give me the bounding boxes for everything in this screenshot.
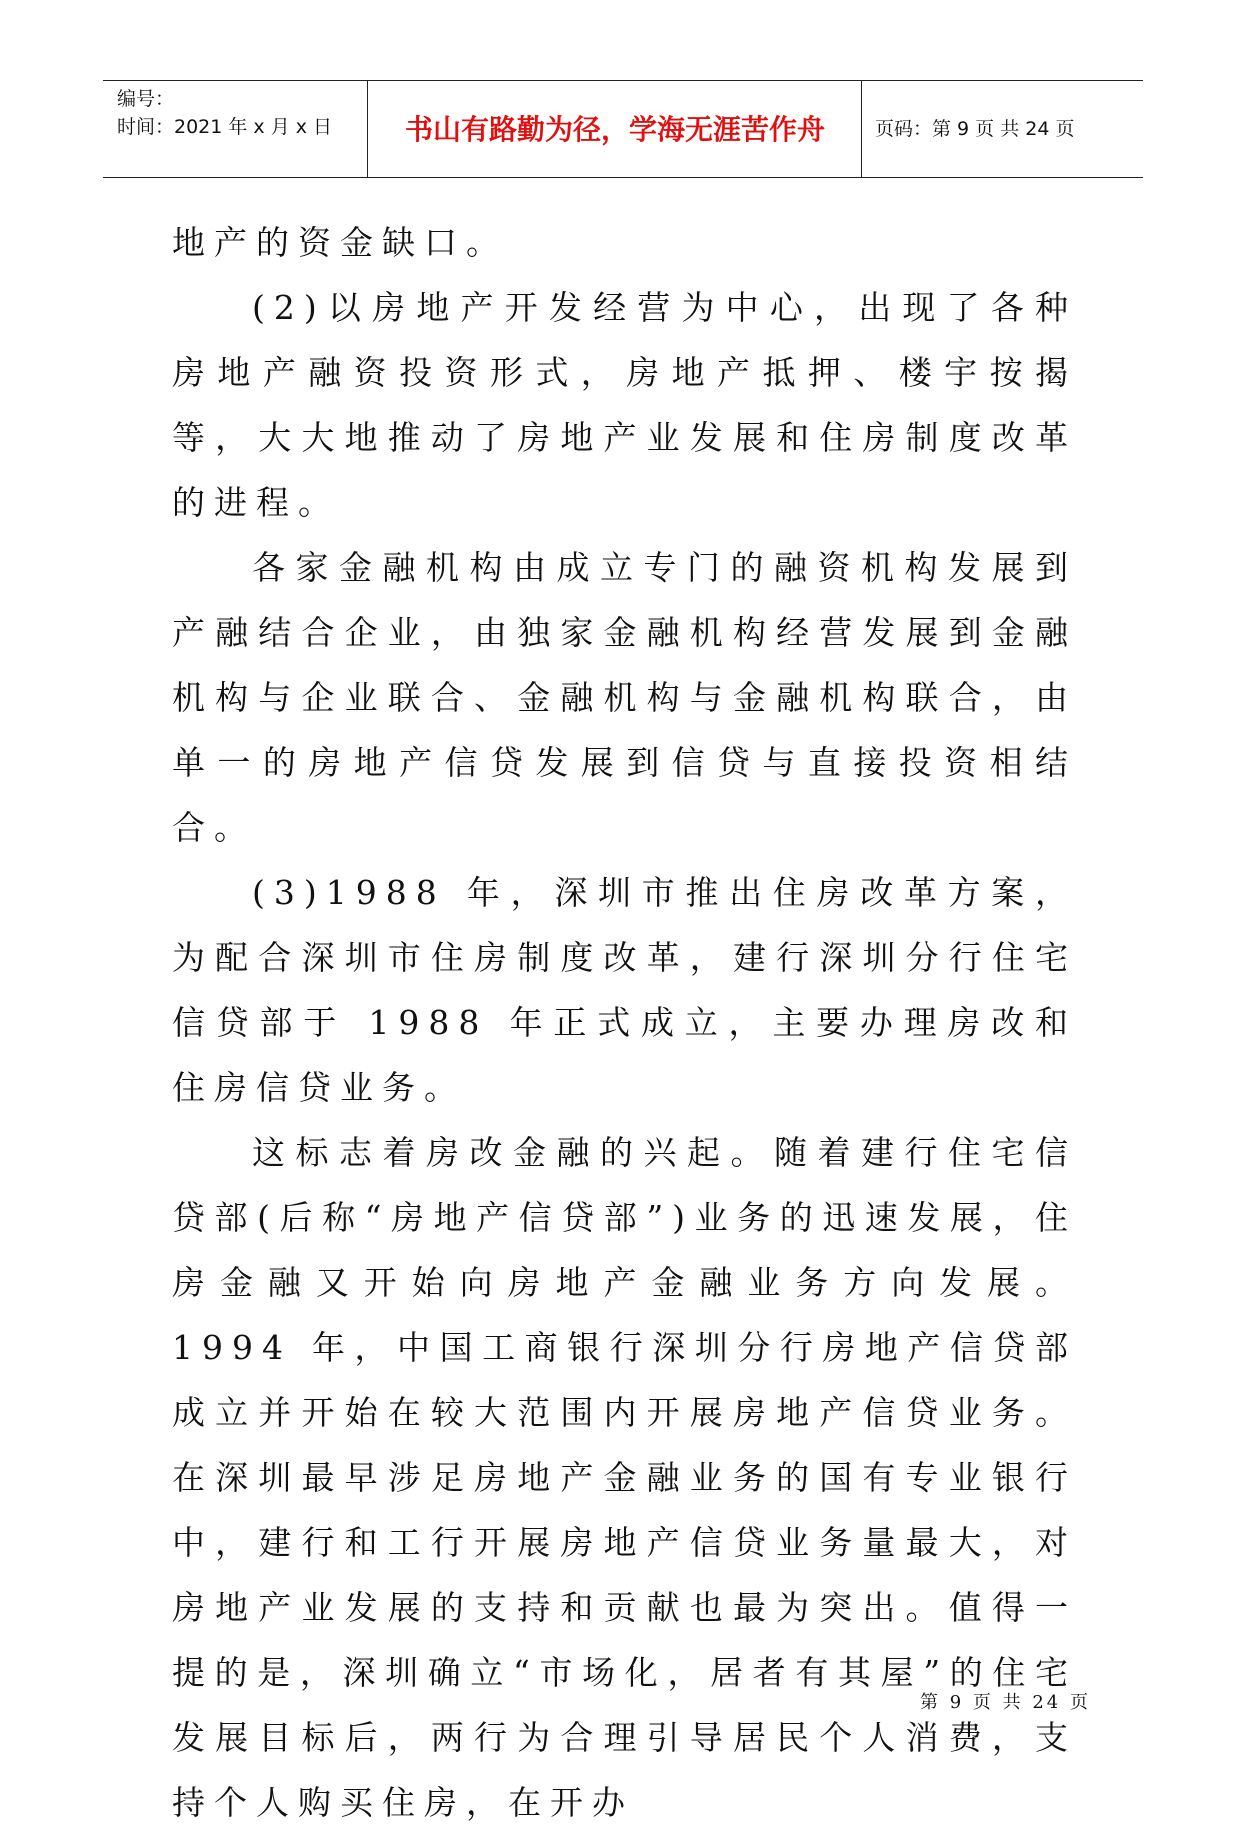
- paragraph: 这标志着房改金融的兴起。随着建行住宅信贷部(后称“房地产信贷部”)业务的迅速发展，住房金融又开始向房地产金融业务方向发展。1994 年，中国工商银行深圳分行房地产信贷部成立并开始在较大范围内开展房地产信贷业务。在深圳最早涉足房地产金融业务的国有专业银行中，建行和工行开展房地产信贷业务量最大，对房地产业发展的支持和贡献也最为突出。值得一提的是，深圳确立“市场化，居者有其屋”的住宅发展目标后，两行为合理引导居民个人消费，支持个人购买住房，在开办: [172, 1133, 1077, 1822]
- paragraph: 各家金融机构由成立专门的融资机构发展到产融结合企业，由独家金融机构经营发展到金融机构与企业联合、金融机构与金融机构联合，由单一的房地产信贷发展到信贷与直接投资相结合。: [172, 548, 1077, 847]
- paragraph: (2)以房地产开发经营为中心，出现了各种房地产融资投资形式，房地产抵押、楼宇按揭等，大大地推动了房地产业发展和住房制度改革的进程。: [172, 288, 1077, 522]
- paragraph: 地产的资金缺口。: [172, 223, 508, 262]
- document-time-label: 时间：2021 年 x 月 x 日: [117, 116, 333, 138]
- page-footer: 第 9 页 共 24 页: [920, 1692, 1091, 1713]
- header-page-code: 页码：第 9 页 共 24 页: [875, 118, 1075, 140]
- header-page-cell: [863, 81, 1143, 177]
- header-motto: 书山有路勤为径，学海无涯苦作舟: [404, 113, 825, 146]
- document-header: [103, 80, 1143, 178]
- document-number-label: 编号：: [117, 88, 175, 110]
- header-motto-cell: [369, 81, 862, 177]
- document-body: [172, 210, 1077, 1835]
- paragraph: (3)1988 年，深圳市推出住房改革方案，为配合深圳市住房制度改革，建行深圳分行住宅信贷部于 1988 年正式成立，主要办理房改和住房信贷业务。: [172, 873, 1077, 1107]
- header-left-cell: [103, 81, 368, 177]
